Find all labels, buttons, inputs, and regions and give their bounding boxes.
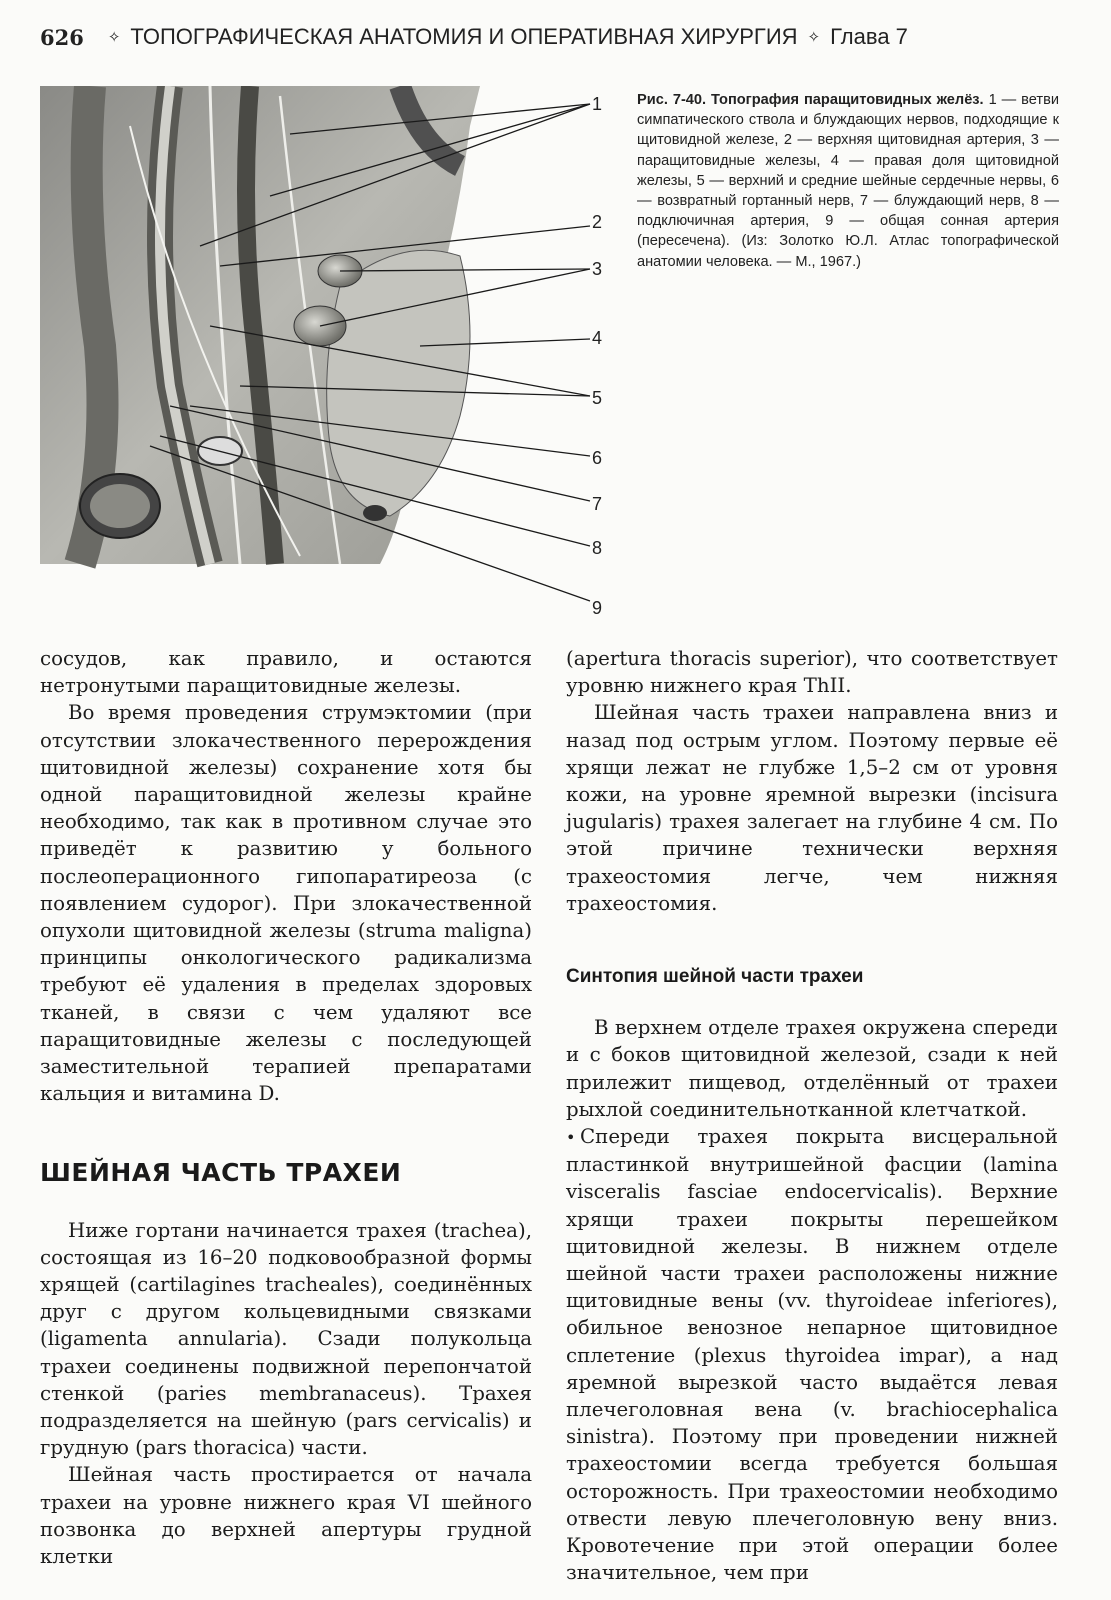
callout-6: 6 <box>592 448 603 468</box>
callout-5: 5 <box>592 388 603 408</box>
chapter-label: Глава 7 <box>830 24 908 49</box>
paragraph: В верхнем отделе трахея окружена спереди и с боков щитовидной железой, сзади к ней прилежит пищевод, отделённый от трахеи рыхлой соединительнотканной клетчаткой. <box>566 1016 1058 1121</box>
paragraph: Ниже гортани начинается трахея (trachea), состоящая из 16–20 подковообразной формы хрящей (cartilagines tracheales), соединённых друг с другом кольцевидными связками (ligamenta annularia). Сзади полукольца трахеи соединены подвижной перепончатой стенкой (paries membranaceus). Трахея подразделяется на шейную (pars cervicalis) и грудную (pars thoracica) части. <box>40 1218 532 1460</box>
running-header <box>40 20 1070 54</box>
anatomy-figure <box>40 86 640 626</box>
section-heading: ШЕЙНАЯ ЧАСТЬ ТРАХЕИ <box>40 1158 402 1188</box>
paragraph: (apertura thoracis superior), что соответствует уровню нижнего края ThII. <box>566 647 1058 698</box>
callout-2: 2 <box>592 212 603 232</box>
bullet-text: Спереди трахея покрыта висцеральной пластинкой внутришейной фасции (lamina visceralis fasciae endocervicalis). Верхние хрящи трахеи покрыты перешейком щитовидной железы. В нижнем отделе шейной части трахеи расположены нижние щитовидные вены (vv. thyroideae inferiores), обильное венозное непарное щитовидное сплетение (plexus thyroidea impar), а над яремной вырезкой часто выдаётся левая плечеголовная вена (v. brachiocephalica sinistra). Поэтому при проведении нижней трахеостомии всегда требуется большая осторожность. При трахеостомии необходимо отвести левую плечеголовную вену вниз. Кровотечение при этой операции более значительное, чем при <box>566 1125 1058 1585</box>
subsection-heading: Синтопия шейной части трахеи <box>566 966 864 988</box>
callout-7: 7 <box>592 494 603 514</box>
callout-3: 3 <box>592 259 603 279</box>
callout-8: 8 <box>592 538 603 558</box>
bullet-item <box>566 1123 1058 1586</box>
callout-4: 4 <box>592 328 603 348</box>
caption-title: Рис. 7-40. Топография паращитовидных желёз. <box>637 92 984 108</box>
book-title: ТОПОГРАФИЧЕСКАЯ АНАТОМИЯ И ОПЕРАТИВНАЯ ХИРУРГИЯ <box>130 24 798 49</box>
callout-9: 9 <box>592 598 603 618</box>
paragraph: Шейная часть простирается от начала трахеи на уровне нижнего края VI шейного позвонка до верхней апертуры грудной клетки <box>40 1463 532 1569</box>
paragraph: Во время проведения струмэктомии (при отсутствии злокачественного перерождения щитовидной железы) сохранение хотя бы одной паращитовидной железы крайне необходимо, так как в противном случае это приведёт к развитию у больного послеоперационного гипопаратиреоза (с появлением судорог). При злокачественной опухоли щитовидной железы (struma maligna) принципы онкологического радикализма требуют её удаления в пределах здоровых тканей, в связи с чем удаляют все паращитовидные железы с последующей заместительной терапией препаратами кальция и витамина D. <box>40 701 532 1106</box>
left-column <box>40 645 532 1570</box>
right-column <box>566 645 1058 1587</box>
header-separator: ✧ <box>107 29 121 46</box>
header-separator: ✧ <box>807 29 821 46</box>
bullet-marker: • <box>566 1128 576 1148</box>
paragraph: Шейная часть трахеи направлена вниз и назад под острым углом. Поэтому первые её хрящи лежат не глубже 1,5–2 см от уровня кожи, на уровне яремной вырезки (incisura jugularis) трахея залегает на глубине 4 см. По этой причине технически верхняя трахеостомия легче, чем нижняя трахеостомия. <box>566 701 1058 915</box>
figure-caption <box>637 90 1059 272</box>
anatomy-illustration <box>40 86 640 626</box>
paragraph: сосудов, как правило, и остаются нетронутыми паращитовидные железы. <box>40 647 532 698</box>
caption-text: 1 — ветви симпатического ствола и блуждающих нервов, подходящие к щитовидной железе, 2 — верхняя щитовидная артерия, 3 — паращитовидные железы, 4 — правая доля щитовидной железы, 5 — верхний и средние шейные сердечные нервы, 6 — возвратный гортанный нерв, 7 — блуждающий нерв, 8 — подключичная артерия, 9 — общая сонная артерия (пересечена). (Из: Золотко Ю.Л. Атлас топографической анатомии человека. — М., 1967.) <box>637 92 1059 270</box>
page-number: 626 <box>40 24 84 50</box>
callout-1: 1 <box>592 94 603 114</box>
